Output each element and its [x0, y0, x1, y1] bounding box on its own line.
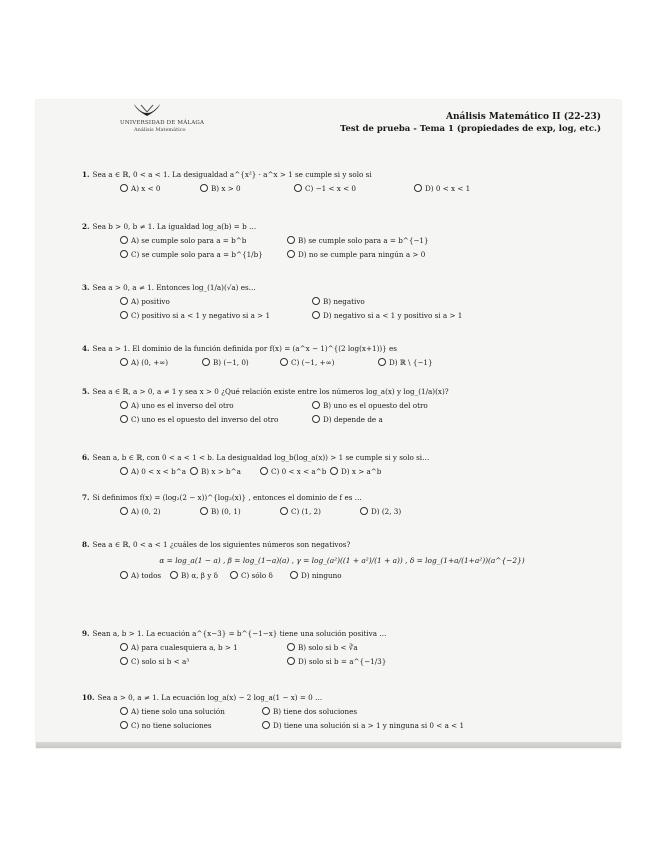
option-label: C) solo si b < a³ [131, 657, 190, 666]
option-label: B) (−1, 0) [213, 358, 249, 367]
option-d[interactable] [287, 657, 386, 667]
question-5 [82, 387, 602, 426]
option-label: B) α, β y δ [181, 571, 218, 580]
option-b[interactable] [312, 401, 428, 411]
question-2 [82, 222, 602, 261]
radio-circle-icon[interactable] [120, 297, 128, 305]
option-label: B) se cumple solo para a = b^{−1} [298, 236, 429, 245]
option-a[interactable] [120, 401, 234, 411]
option-c[interactable] [280, 358, 334, 368]
option-d[interactable] [290, 571, 342, 581]
option-d[interactable] [262, 721, 464, 731]
option-label: C) no tiene soluciones [131, 721, 212, 730]
radio-circle-icon[interactable] [190, 467, 198, 475]
option-label: D) ℝ \ {−1} [389, 358, 433, 367]
option-b[interactable] [170, 571, 218, 581]
question-number: 10. [82, 693, 95, 702]
option-b[interactable] [287, 236, 429, 246]
question-3 [82, 283, 602, 322]
question-4 [82, 344, 602, 369]
option-c[interactable] [120, 415, 278, 425]
option-c[interactable] [120, 721, 212, 731]
options-row [82, 706, 602, 718]
radio-circle-icon[interactable] [260, 467, 268, 475]
option-label: D) tiene una solución si a > 1 y ninguna si 0 < a < 1 [273, 721, 465, 730]
option-d[interactable] [414, 184, 470, 194]
question-number: 9. [82, 629, 90, 638]
question-7 [82, 493, 602, 518]
option-a[interactable] [120, 707, 225, 717]
question-number: 4. [82, 344, 90, 353]
department-name: Análisis Matemático [134, 127, 186, 133]
option-label: A) positivo [131, 297, 170, 306]
question-text: Sea a ∈ ℝ, 0 < a < 1. La desigualdad a^{x²} · a^x > 1 se cumple si y solo si [92, 170, 372, 179]
option-a[interactable] [120, 184, 161, 194]
options-row [82, 357, 602, 369]
option-c[interactable] [120, 311, 270, 321]
option-label: D) x > a^b [341, 467, 382, 476]
option-label: B) x > 0 [211, 184, 241, 193]
radio-circle-icon[interactable] [120, 236, 128, 244]
university-seal-icon [132, 102, 162, 120]
radio-circle-icon[interactable] [312, 311, 320, 319]
question-10 [82, 693, 602, 732]
option-a[interactable] [120, 507, 161, 517]
options-row [82, 249, 602, 261]
option-a[interactable] [120, 236, 246, 246]
option-b[interactable] [200, 507, 241, 517]
radio-circle-icon[interactable] [120, 358, 128, 366]
radio-circle-icon[interactable] [360, 507, 368, 515]
option-a[interactable] [120, 467, 186, 477]
question-9 [82, 629, 602, 668]
options-row [82, 642, 602, 654]
question-stem [82, 387, 602, 397]
option-c[interactable] [260, 467, 326, 477]
question-text: Sea a ∈ ℝ, a > 0, a ≠ 1 y sea x > 0 ¿Qué relación existe entre los números log_a(x) y log_(1/a)(x)? [92, 387, 449, 396]
option-d[interactable] [312, 311, 462, 321]
question-number: 5. [82, 387, 90, 396]
question-text: Sea a > 1. El dominio de la función definida por f(x) = (a^x − 1)^{(2 log(x+1))} es [92, 344, 397, 353]
option-c[interactable] [120, 657, 189, 667]
options-row [82, 656, 602, 668]
question-text: Sean a, b > 1. La ecuación a^{x−3} = b^{−1−x} tiene una solución positiva … [92, 629, 387, 638]
option-label: C) uno es el opuesto del inverso del otro [131, 415, 279, 424]
option-label: C) (1, 2) [291, 507, 321, 516]
option-label: A) x < 0 [131, 184, 161, 193]
option-label: D) 0 < x < 1 [425, 184, 471, 193]
option-d[interactable] [378, 358, 433, 368]
question-text: Sea a ∈ ℝ, 0 < a < 1 ¿cuáles de los siguientes números son negativos? [92, 540, 351, 549]
option-b[interactable] [200, 184, 241, 194]
test-title: Test de prueba - Tema 1 (propiedades de exp, log, etc.) [340, 124, 601, 134]
radio-circle-icon[interactable] [120, 311, 128, 319]
option-label: A) (0, +∞) [131, 358, 169, 367]
options-row [82, 235, 602, 247]
option-label: D) ninguno [301, 571, 342, 580]
option-a[interactable] [120, 643, 238, 653]
option-b[interactable] [312, 297, 365, 307]
radio-circle-icon[interactable] [287, 250, 295, 258]
radio-circle-icon[interactable] [120, 250, 128, 258]
question-stem [82, 170, 602, 180]
option-label: D) no se cumple para ningún a > 0 [298, 250, 426, 259]
radio-circle-icon[interactable] [280, 507, 288, 515]
question-6 [82, 453, 602, 478]
option-b[interactable] [287, 643, 358, 653]
university-name: UNIVERSIDAD DE MÁLAGA [120, 120, 205, 126]
option-label: B) (0, 1) [211, 507, 241, 516]
question-stem [82, 222, 602, 232]
exam-header [36, 100, 621, 150]
option-a[interactable] [120, 571, 161, 581]
option-b[interactable] [202, 358, 249, 368]
option-d[interactable] [287, 250, 425, 260]
radio-circle-icon[interactable] [287, 657, 295, 665]
radio-circle-icon[interactable] [294, 184, 302, 192]
question-stem [82, 283, 602, 293]
question-formula: α = log_a(1 − a) , β = log_(1−a)(a) , γ = log_(a²)((1 + a²)/(1 + a)) , δ = log_(1+a/(1+a²))(a^{−2}) [159, 556, 525, 565]
radio-circle-icon[interactable] [120, 467, 128, 475]
option-d[interactable] [330, 467, 381, 477]
question-number: 2. [82, 222, 90, 231]
radio-circle-icon[interactable] [414, 184, 422, 192]
question-8 [82, 540, 602, 582]
options-row [82, 183, 602, 195]
option-label: C) se cumple solo para a = b^{1/b} [131, 250, 263, 259]
option-label: A) tiene solo una solución [131, 707, 225, 716]
radio-circle-icon[interactable] [312, 401, 320, 409]
option-c[interactable] [230, 571, 273, 581]
option-label: D) solo si b = a^{−1/3} [298, 657, 387, 666]
question-text: Sean a, b ∈ ℝ, con 0 < a < 1 < b. La desigualdad log_b(log_a(x)) > 1 se cumple si y solo si… [92, 453, 430, 462]
option-b[interactable] [190, 467, 241, 477]
radio-circle-icon[interactable] [290, 571, 298, 579]
option-label: C) positivo si a < 1 y negativo si a > 1 [131, 311, 271, 320]
option-label: A) uno es el inverso del otro [131, 401, 234, 410]
question-stem [82, 693, 602, 703]
question-text: Sea a > 0, a ≠ 1. La ecuación log_a(x) − 2 log_a(1 − x) = 0 … [97, 693, 323, 702]
bottom-shadow [36, 742, 621, 748]
option-label: C) 0 < x < a^b [271, 467, 327, 476]
option-label: A) se cumple solo para a = b^b [131, 236, 247, 245]
radio-circle-icon[interactable] [200, 184, 208, 192]
radio-circle-icon[interactable] [120, 184, 128, 192]
radio-circle-icon[interactable] [230, 571, 238, 579]
course-title: Análisis Matemático II (22-23) [446, 112, 601, 122]
options-row [82, 506, 602, 518]
options-row [82, 720, 602, 732]
option-d[interactable] [312, 415, 383, 425]
option-d[interactable] [360, 507, 401, 517]
option-label: B) tiene dos soluciones [273, 707, 358, 716]
option-label: D) (2, 3) [371, 507, 402, 516]
option-label: B) x > b^a [201, 467, 241, 476]
radio-circle-icon[interactable] [120, 657, 128, 665]
question-stem [82, 344, 602, 354]
question-stem [82, 629, 602, 639]
radio-circle-icon[interactable] [120, 707, 128, 715]
question-1 [82, 170, 602, 195]
options-row [82, 400, 602, 412]
question-number: 7. [82, 493, 90, 502]
question-number: 3. [82, 283, 90, 292]
options-row [82, 466, 602, 478]
radio-circle-icon[interactable] [262, 721, 270, 729]
radio-circle-icon[interactable] [378, 358, 386, 366]
radio-circle-icon[interactable] [330, 467, 338, 475]
question-number: 6. [82, 453, 90, 462]
question-text: Sea a > 0, a ≠ 1. Entonces log_(1/a)(√a) es… [92, 283, 256, 292]
radio-circle-icon[interactable] [202, 358, 210, 366]
option-label: A) 0 < x < b^a [131, 467, 186, 476]
radio-circle-icon[interactable] [120, 721, 128, 729]
question-text: Si definimos f(x) = (log₂(2 − x))^{log₂(x)} , entonces el dominio de f es … [92, 493, 362, 502]
question-stem [82, 453, 602, 463]
option-a[interactable] [120, 358, 168, 368]
options-row [82, 296, 602, 308]
radio-circle-icon[interactable] [120, 643, 128, 651]
option-c[interactable] [120, 250, 263, 260]
radio-circle-icon[interactable] [280, 358, 288, 366]
radio-circle-icon[interactable] [120, 571, 128, 579]
option-a[interactable] [120, 297, 170, 307]
question-number: 1. [82, 170, 90, 179]
radio-circle-icon[interactable] [287, 236, 295, 244]
radio-circle-icon[interactable] [120, 415, 128, 423]
option-b[interactable] [262, 707, 357, 717]
radio-circle-icon[interactable] [287, 643, 295, 651]
option-label: C) sólo δ [241, 571, 273, 580]
option-label: A) para cualesquiera a, b > 1 [131, 643, 238, 652]
radio-circle-icon[interactable] [120, 401, 128, 409]
options-row [82, 570, 602, 582]
option-label: B) solo si b < ∛a [298, 643, 358, 652]
option-label: D) depende de a [323, 415, 383, 424]
option-label: D) negativo si a < 1 y positivo si a > 1 [323, 311, 463, 320]
option-c[interactable] [294, 184, 356, 194]
radio-circle-icon[interactable] [200, 507, 208, 515]
options-row [82, 414, 602, 426]
radio-circle-icon[interactable] [120, 507, 128, 515]
question-text: Sea b > 0, b ≠ 1. La igualdad log_a(b) = b … [92, 222, 257, 231]
question-stem [82, 493, 602, 503]
radio-circle-icon[interactable] [312, 297, 320, 305]
option-label: A) todos [131, 571, 162, 580]
radio-circle-icon[interactable] [262, 707, 270, 715]
question-stem [82, 540, 602, 550]
radio-circle-icon[interactable] [170, 571, 178, 579]
radio-circle-icon[interactable] [312, 415, 320, 423]
option-label: B) uno es el opuesto del otro [323, 401, 428, 410]
option-label: B) negativo [323, 297, 365, 306]
option-label: A) (0, 2) [131, 507, 161, 516]
option-label: C) (−1, +∞) [291, 358, 335, 367]
question-number: 8. [82, 540, 90, 549]
option-c[interactable] [280, 507, 321, 517]
options-row [82, 310, 602, 322]
option-label: C) −1 < x < 0 [305, 184, 356, 193]
